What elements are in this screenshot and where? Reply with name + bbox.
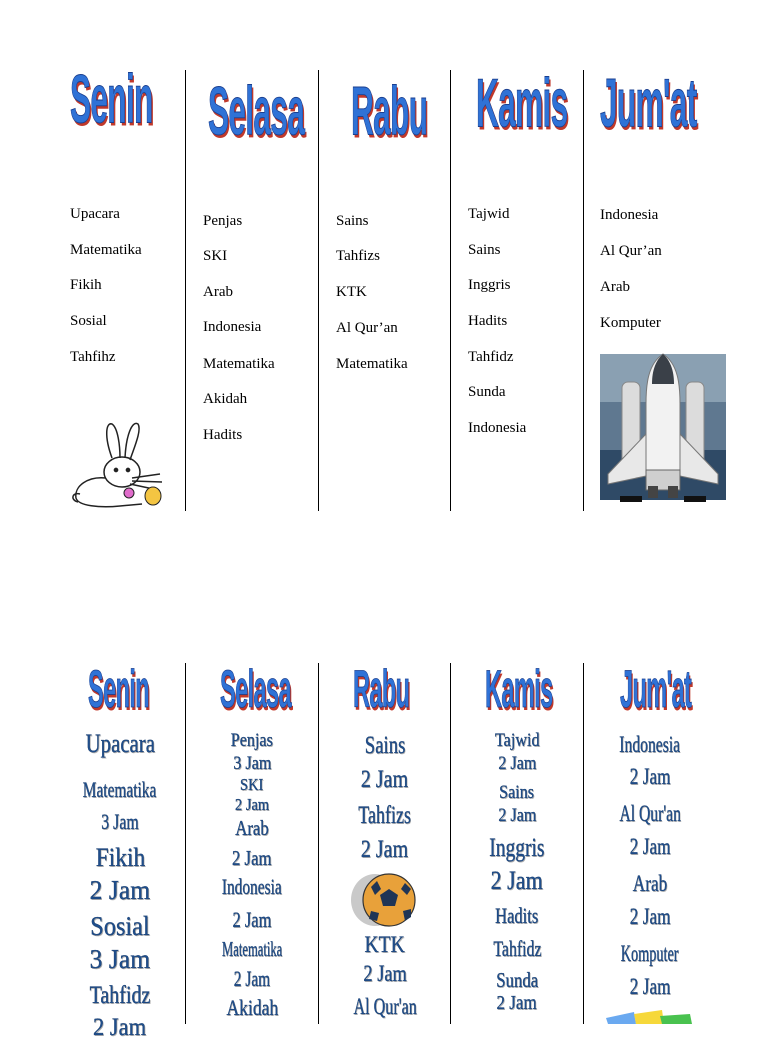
- day-heading: Selasa: [220, 661, 291, 720]
- subject-text: Tajwid: [494, 730, 540, 751]
- subject-item: Tajwid: [468, 206, 510, 222]
- subject-item: SKI: [203, 248, 228, 264]
- subject-item: Sunda: [468, 384, 506, 400]
- subject-item: Tahfidz: [468, 349, 514, 365]
- duration-text: 2 Jam: [497, 805, 537, 826]
- subject-item: Sains: [468, 242, 501, 258]
- subject-item: Matematika: [203, 356, 275, 372]
- subject-item: Sains: [336, 213, 369, 229]
- subject-text: Indonesia: [619, 732, 681, 757]
- schedule-bottom: [0, 655, 768, 1041]
- subject-text: Al Qur'an: [619, 801, 681, 826]
- subject-item: KTK: [336, 284, 367, 300]
- subject-item: Indonesia: [468, 420, 527, 436]
- subject-item: Tahfizs: [336, 248, 380, 264]
- duration-text: 2 Jam: [93, 1014, 147, 1041]
- day-heading: Senin: [70, 62, 153, 138]
- subject-item: Hadits: [203, 427, 243, 443]
- subject-text: Sains: [499, 782, 535, 803]
- duration-text: 2 Jam: [629, 834, 671, 859]
- subject-text: Arab: [235, 816, 269, 840]
- schedule-top: [0, 62, 768, 522]
- duration-text: 2 Jam: [89, 875, 151, 905]
- column-divider: [583, 663, 584, 1024]
- duration-text: 2 Jam: [497, 753, 537, 774]
- subject-item: Matematika: [336, 356, 408, 372]
- duration-text: 2 Jam: [629, 764, 671, 789]
- subject-item: Indonesia: [600, 207, 659, 223]
- subject-item: Sosial: [70, 313, 107, 329]
- column-divider: [583, 70, 584, 511]
- subject-item: Penjas: [203, 213, 243, 229]
- subject-text: Arab: [632, 871, 668, 896]
- day-heading: Rabu: [353, 661, 410, 720]
- subject-text: Sosial: [90, 911, 150, 941]
- subject-item: Fikih: [70, 277, 102, 293]
- subject-item: Upacara: [70, 206, 120, 222]
- subject-item: Inggris: [468, 277, 511, 293]
- column-divider: [185, 663, 186, 1024]
- subject-item: Al Qur’an: [600, 243, 662, 259]
- subject-text: Al Qur'an: [353, 994, 417, 1019]
- subject-text: Tahfidz: [89, 982, 151, 1009]
- duration-text: 2 Jam: [363, 961, 407, 986]
- day-heading: Selasa: [208, 74, 305, 150]
- subject-item: Indonesia: [203, 319, 262, 335]
- duration-text: 3 Jam: [101, 809, 139, 834]
- subject-item: Al Qur’an: [336, 320, 398, 336]
- subject-text: Upacara: [85, 729, 155, 758]
- subject-text: Sunda: [496, 968, 538, 992]
- subject-item: Matematika: [70, 242, 142, 258]
- subject-text: SKI: [240, 775, 264, 794]
- column-divider: [318, 663, 319, 1024]
- subject-text: Matematika: [83, 777, 157, 802]
- colorful-shapes-icon: [606, 1008, 696, 1024]
- duration-text: 2 Jam: [232, 907, 272, 932]
- duration-text: 2 Jam: [232, 846, 272, 870]
- subject-text: Penjas: [230, 730, 274, 751]
- subject-text: Akidah: [226, 995, 278, 1020]
- subject-text: KTK: [364, 932, 406, 957]
- subject-text: Fikih: [95, 843, 145, 872]
- subject-item: Arab: [600, 279, 630, 295]
- duration-text: 2 Jam: [361, 836, 409, 863]
- rabbit-icon: [70, 418, 170, 510]
- duration-text: 2 Jam: [496, 992, 538, 1014]
- duration-text: 2 Jam: [490, 866, 544, 895]
- day-heading: Senin: [88, 661, 150, 720]
- subject-item: Akidah: [203, 391, 248, 407]
- duration-text: 2 Jam: [233, 966, 271, 991]
- subject-item: Komputer: [600, 315, 661, 331]
- duration-text: 2 Jam: [629, 974, 671, 999]
- day-heading: Jum'at: [600, 66, 697, 142]
- subject-text: Indonesia: [222, 874, 282, 899]
- day-heading: Jum'at: [620, 661, 692, 720]
- day-heading: Kamis: [476, 66, 568, 142]
- column-divider: [318, 70, 319, 511]
- column-divider: [450, 70, 451, 511]
- subject-item: Arab: [203, 284, 233, 300]
- subject-text: Sains: [364, 732, 406, 759]
- subject-item: Hadits: [468, 313, 508, 329]
- duration-text: 3 Jam: [89, 944, 151, 974]
- subject-text: Komputer: [621, 941, 679, 966]
- duration-text: 2 Jam: [234, 795, 270, 814]
- day-heading: Rabu: [351, 74, 428, 150]
- subject-text: Tahfidz: [492, 936, 542, 961]
- duration-text: 2 Jam: [361, 766, 409, 793]
- space-shuttle-icon: [600, 354, 726, 504]
- day-heading: Kamis: [485, 661, 553, 720]
- duration-text: 2 Jam: [629, 904, 671, 929]
- subject-text: Tahfizs: [358, 802, 412, 829]
- subject-text: Inggris: [489, 833, 545, 862]
- subject-item: Tahfihz: [70, 349, 116, 365]
- soccer-ball-icon: [351, 873, 421, 927]
- duration-text: 3 Jam: [232, 753, 272, 774]
- subject-text: Matematika: [221, 937, 283, 961]
- column-divider: [450, 663, 451, 1024]
- column-divider: [185, 70, 186, 511]
- subject-text: Hadits: [495, 903, 539, 928]
